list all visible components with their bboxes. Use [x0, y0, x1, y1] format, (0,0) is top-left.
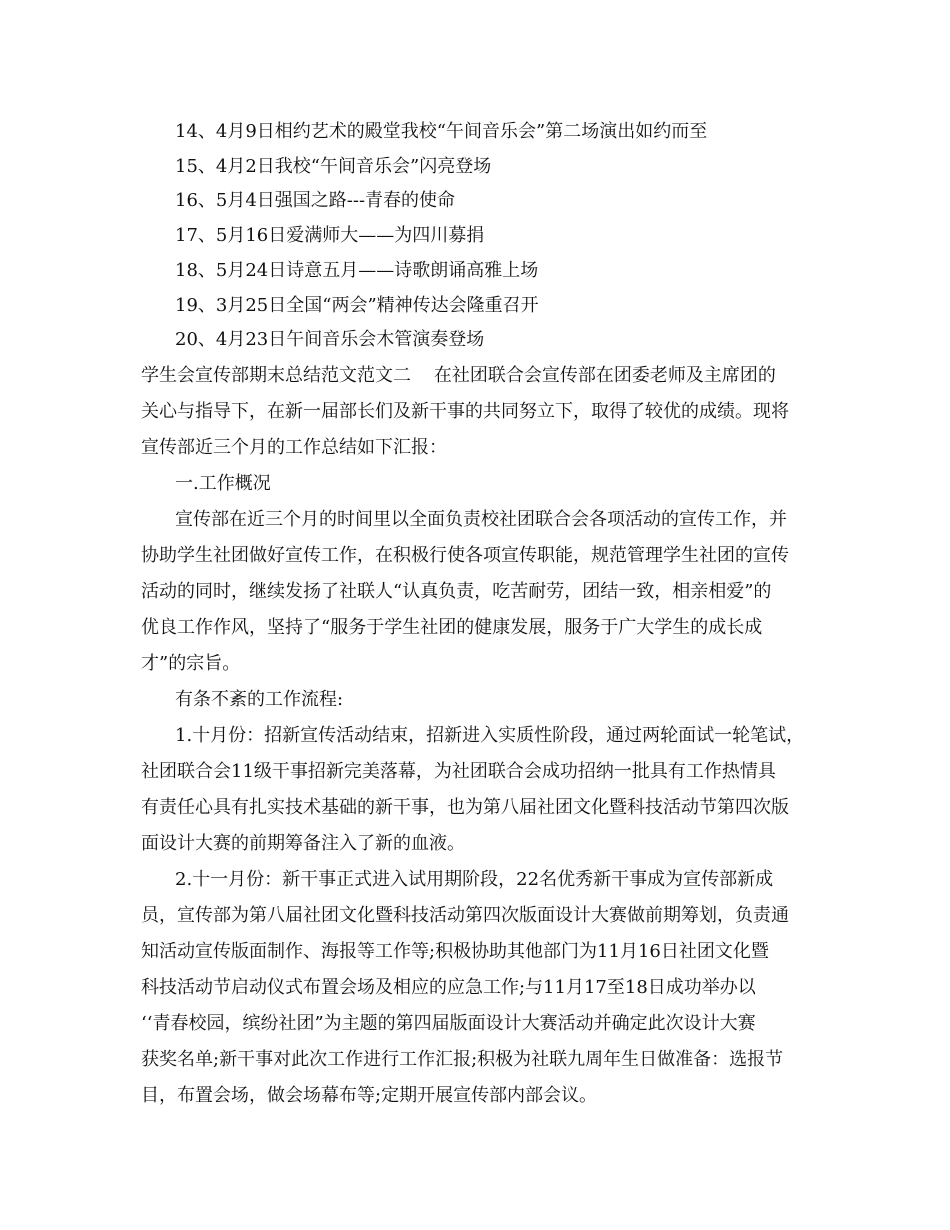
list-item: 14、4月9日相约艺术的殿堂我校“午间音乐会”第二场演出如约而至 — [175, 121, 708, 142]
list-item: 20、4月23日午间音乐会木管演奏登场 — [175, 329, 485, 350]
october-line: 1.十月份：招新宣传活动结束，招新进入实质性阶段，通过两轮面试一轮笔试， — [175, 725, 805, 746]
october-line: 面设计大赛的前期筹备注入了新的血液。 — [141, 833, 465, 854]
list-item: 15、4月2日我校“午间音乐会”闪亮登场 — [175, 156, 492, 177]
article-intro-line: 关心与指导下，在新一届部长们及新干事的共同努立下，取得了较优的成绩。现将 — [141, 401, 789, 422]
list-item: 19、3月25日全国“两会”精神传达会隆重召开 — [175, 295, 539, 316]
overview-line: 活动的同时，继续发扬了社联人“认真负责，吃苦耐劳，团结一致，相亲相爱”的 — [141, 581, 772, 602]
november-line: 知活动宣传版面制作、海报等工作等;积极协助其他部门为11月16日社团文化暨 — [141, 941, 769, 962]
workflow-title: 有条不紊的工作流程: — [175, 689, 344, 710]
overview-line: 优良工作作风，坚持了“服务于学生社团的健康发展，服务于广大学生的成长成 — [141, 617, 763, 638]
november-line: 科技活动节启动仪式布置会场及相应的应急工作;与11月17至18日成功举办以 — [141, 977, 756, 998]
november-line: ‘‘青春校园，缤纷社团”为主题的第四届版面设计大赛活动并确定此次设计大赛 — [141, 1013, 756, 1034]
list-item: 18、5月24日诗意五月——诗歌朗诵高雅上场 — [175, 260, 539, 281]
november-line: 2.十一月份：新干事正式进入试用期阶段，22名优秀新干事成为宣传部新成 — [175, 869, 774, 890]
list-item: 16、5月4日强国之路---青春的使命 — [175, 190, 456, 211]
overview-line: 才”的宗旨。 — [141, 653, 241, 674]
overview-line: 协助学生社团做好宣传工作，在积极行使各项宣传职能，规范管理学生社团的宣传 — [141, 545, 789, 566]
article-intro-line: 宣传部近三个月的工作总结如下汇报： — [141, 437, 447, 458]
overview-line: 宣传部在近三个月的时间里以全面负责校社团联合会各项活动的宣传工作，并 — [175, 509, 787, 530]
article-intro-line: 学生会宣传部期末总结范文范文二 在社团联合会宣传部在团委老师及主席团的 — [141, 365, 776, 386]
october-line: 有责任心具有扎实技术基础的新干事，也为第八届社团文化暨科技活动节第四次版 — [141, 797, 789, 818]
november-line: 获奖名单;新干事对此次工作进行工作汇报;积极为社联九周年生日做准备：选报节 — [141, 1049, 784, 1070]
november-line: 员，宣传部为第八届社团文化暨科技活动第四次版面设计大赛做前期筹划，负责通 — [141, 905, 789, 926]
october-line: 社团联合会11级干事招新完美落幕，为社团联合会成功招纳一批具有工作热情具 — [141, 761, 776, 782]
section-heading: 一.工作概况 — [175, 473, 271, 494]
list-item: 17、5月16日爱满师大——为四川募捐 — [175, 225, 485, 246]
november-line: 目，布置会场，做会场幕布等;定期开展宣传部内部会议。 — [141, 1085, 598, 1106]
